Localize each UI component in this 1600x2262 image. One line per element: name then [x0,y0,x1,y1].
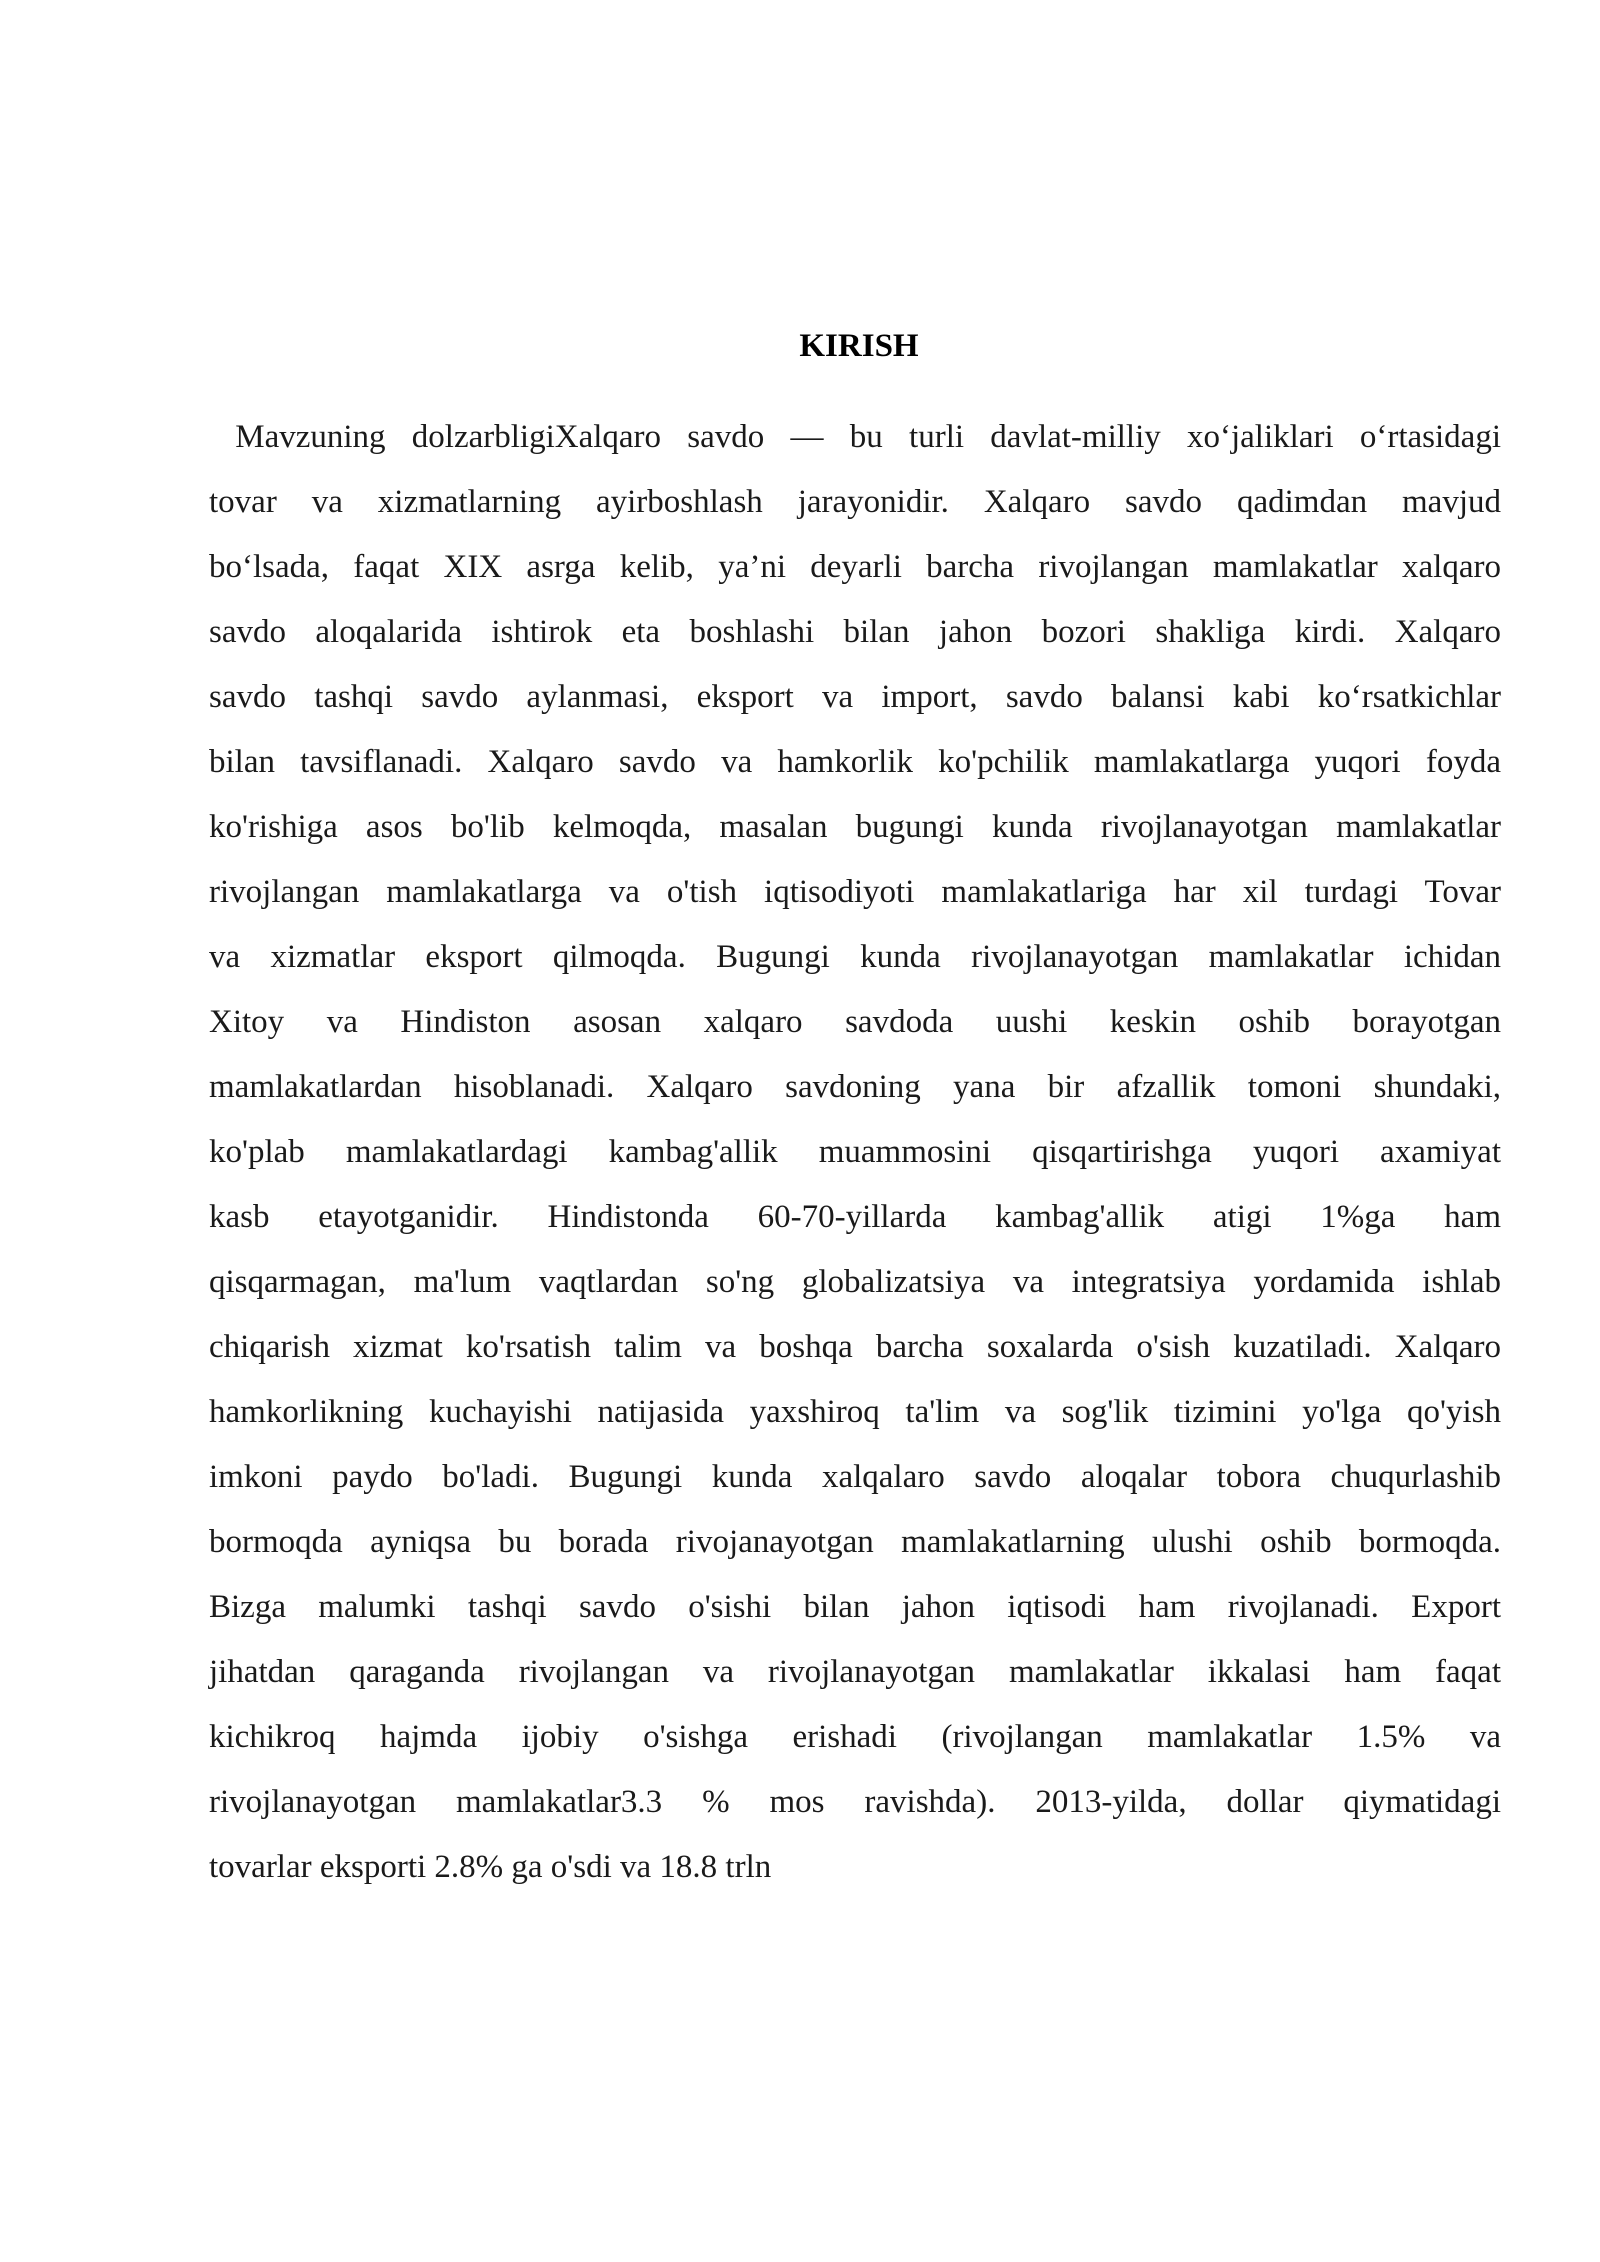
paragraph-line: savdo tashqi savdo aylanmasi, eksport va import, savdo balansi kabi ko‘rsatkichlar [209,679,1501,715]
paragraph-line: ko'plab mamlakatlardagi kambag'allik muammosini qisqartirishga yuqori axamiyat [209,1134,1501,1170]
paragraph-line: mamlakatlardan hisoblanadi. Xalqaro savdoning yana bir afzallik tomoni shundaki, [209,1069,1501,1105]
paragraph-line: bilan tavsiflanadi. Xalqaro savdo va hamkorlik ko'pchilik mamlakatlarga yuqori foyda [209,744,1501,780]
paragraph-line: tovarlar eksporti 2.8% ga o'sdi va 18.8 trln [209,1849,772,1885]
paragraph-line: Bizga malumki tashqi savdo o'sishi bilan jahon iqtisodi ham rivojlanadi. Export [209,1589,1501,1625]
paragraph-line: bormoqda ayniqsa bu borada rivojanayotgan mamlakatlarning ulushi oshib bormoqda. [209,1524,1501,1560]
paragraph-line: jihatdan qaraganda rivojlangan va rivojlanayotgan mamlakatlar ikkalasi ham faqat [209,1654,1501,1690]
page-heading: KIRISH [799,328,919,364]
paragraph-line: chiqarish xizmat ko'rsatish talim va boshqa barcha soxalarda o'sish kuzatiladi. Xalqaro [209,1329,1501,1365]
paragraph-line: imkoni paydo bo'ladi. Bugungi kunda xalqalaro savdo aloqalar tobora chuqurlashib [209,1459,1501,1495]
paragraph-line: rivojlangan mamlakatlarga va o'tish iqtisodiyoti mamlakatlariga har xil turdagi Tovar [209,874,1501,910]
paragraph-line: va xizmatlar eksport qilmoqda. Bugungi kunda rivojlanayotgan mamlakatlar ichidan [209,939,1501,975]
paragraph-line: Mavzuning dolzarbligiXalqaro savdo — bu turli davlat-milliy xo‘jaliklari o‘rtasidagi [209,419,1501,455]
paragraph-line: kichikroq hajmda ijobiy o'sishga erishadi (rivojlangan mamlakatlar 1.5% va [209,1719,1501,1755]
paragraph-line: kasb etayotganidir. Hindistonda 60-70-yillarda kambag'allik atigi 1%ga ham [209,1199,1501,1235]
paragraph-line: ko'rishiga asos bo'lib kelmoqda, masalan bugungi kunda rivojlanayotgan mamlakatlar [209,809,1501,845]
paragraph-line: Xitoy va Hindiston asosan xalqaro savdoda uushi keskin oshib borayotgan [209,1004,1501,1040]
body-paragraph [209,405,1501,1900]
paragraph-line: hamkorlikning kuchayishi natijasida yaxshiroq ta'lim va sog'lik tizimini yo'lga qo'yish [209,1394,1501,1430]
paragraph-line: tovar va xizmatlarning ayirboshlash jarayonidir. Xalqaro savdo qadimdan mavjud [209,484,1501,520]
paragraph-line: qisqarmagan, ma'lum vaqtlardan so'ng globalizatsiya va integratsiya yordamida ishlab [209,1264,1501,1300]
paragraph-line: rivojlanayotgan mamlakatlar3.3 % mos ravishda). 2013-yilda, dollar qiymatidagi [209,1784,1501,1820]
paragraph-line: bo‘lsada, faqat XIX asrga kelib, ya’ni deyarli barcha rivojlangan mamlakatlar xalqaro [209,549,1501,585]
paragraph-line: savdo aloqalarida ishtirok eta boshlashi bilan jahon bozori shakliga kirdi. Xalqaro [209,614,1501,650]
